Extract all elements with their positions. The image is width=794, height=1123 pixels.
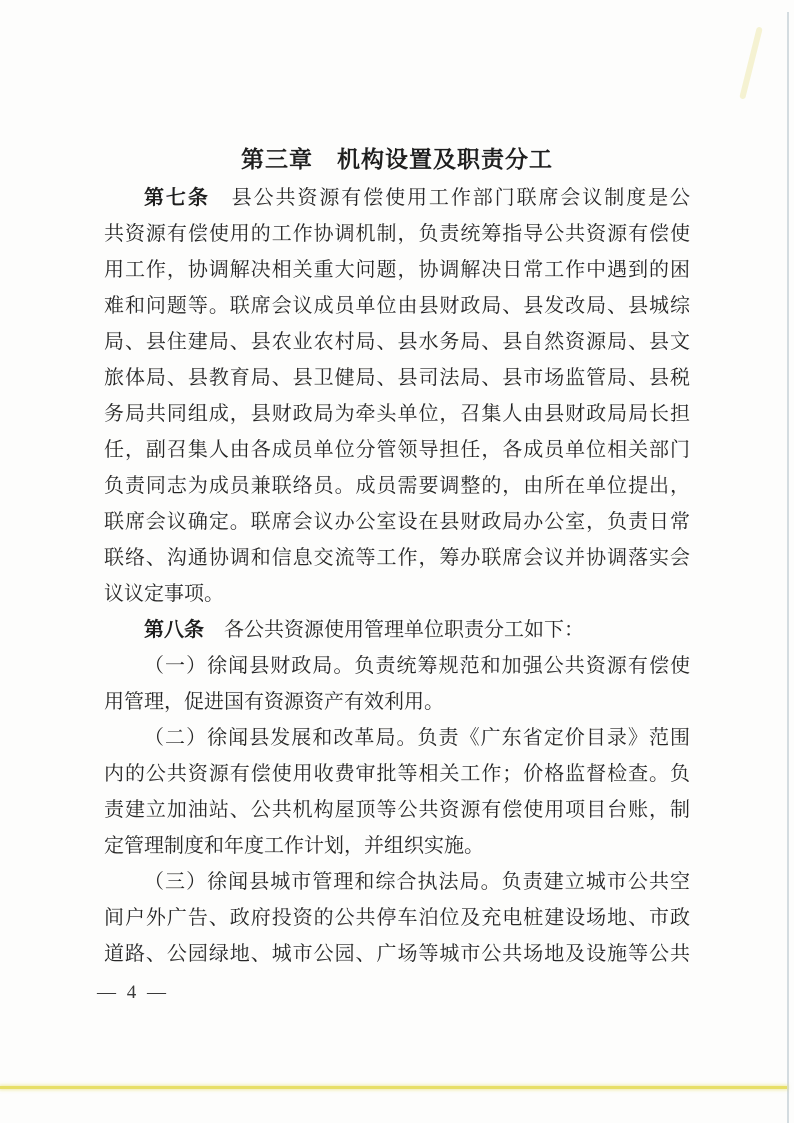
paragraph bbox=[104, 720, 690, 864]
text-line: 责建立加油站、公共机构屋顶等公共资源有偿使用项目台账，制 bbox=[104, 799, 690, 821]
text-line: 第八条 各公共资源使用管理单位职责分工如下： bbox=[144, 619, 584, 641]
text-line: 难和问题等。联席会议成员单位由县财政局、县发改局、县城综 bbox=[104, 295, 690, 317]
text-line: （二）徐闻县发展和改革局。负责《广东省定价目录》范围 bbox=[144, 727, 690, 749]
text-line: 负责同志为成员兼联络员。成员需要调整的，由所在单位提出， bbox=[104, 475, 690, 497]
scan-right-edge-line bbox=[787, 12, 789, 1123]
text-line: 务局共同组成，县财政局为牵头单位，召集人由县财政局局长担 bbox=[104, 403, 690, 425]
text-line: 用工作，协调解决相关重大问题，协调解决日常工作中遇到的困 bbox=[104, 259, 690, 281]
text-line: 局、县住建局、县农业农村局、县水务局、县自然资源局、县文 bbox=[104, 331, 690, 353]
text-line: 任，副召集人由各成员单位分管领导担任，各成员单位相关部门 bbox=[104, 439, 690, 461]
article-number: 第八条 bbox=[144, 619, 204, 641]
text-line: 议议定事项。 bbox=[104, 583, 224, 605]
text-line: 道路、公园绿地、城市公园、广场等城市公共场地及设施等公共 bbox=[104, 943, 690, 965]
text-line: 间户外广告、政府投资的公共停车泊位及充电桩建设场地、市政 bbox=[104, 907, 690, 929]
scan-bottom-edge-line bbox=[0, 1086, 787, 1089]
text-line: （一）徐闻县财政局。负责统筹规范和加强公共资源有偿使 bbox=[144, 655, 690, 677]
text-line: （三）徐闻县城市管理和综合执法局。负责建立城市公共空 bbox=[144, 871, 690, 893]
article-number: 第七条 bbox=[144, 187, 210, 209]
scan-corner-streak bbox=[739, 26, 763, 99]
document-body bbox=[104, 180, 690, 972]
text-line: 共资源有偿使用的工作协调机制，负责统筹指导公共资源有偿使 bbox=[104, 223, 690, 245]
text-line: 用管理，促进国有资源资产有效利用。 bbox=[104, 691, 444, 713]
paragraph bbox=[104, 180, 690, 612]
chapter-title: 第三章 机构设置及职责分工 bbox=[241, 147, 553, 172]
document-content bbox=[104, 140, 690, 972]
paragraph bbox=[104, 648, 690, 720]
text-line: 联络、沟通协调和信息交流等工作，筹办联席会议并协调落实会 bbox=[104, 547, 690, 569]
text-line: 旅体局、县教育局、县卫健局、县司法局、县市场监管局、县税 bbox=[104, 367, 690, 389]
text-line: 第七条 县公共资源有偿使用工作部门联席会议制度是公 bbox=[144, 187, 690, 209]
text-line: 联席会议确定。联席会议办公室设在县财政局办公室，负责日常 bbox=[104, 511, 690, 533]
text-line: 内的公共资源有偿使用收费审批等相关工作；价格监督检查。负 bbox=[104, 763, 690, 785]
page-number: — 4 — bbox=[97, 982, 169, 1003]
paragraph bbox=[104, 864, 690, 972]
text-line: 定管理制度和年度工作计划，并组织实施。 bbox=[104, 835, 484, 857]
paragraph bbox=[104, 612, 690, 648]
